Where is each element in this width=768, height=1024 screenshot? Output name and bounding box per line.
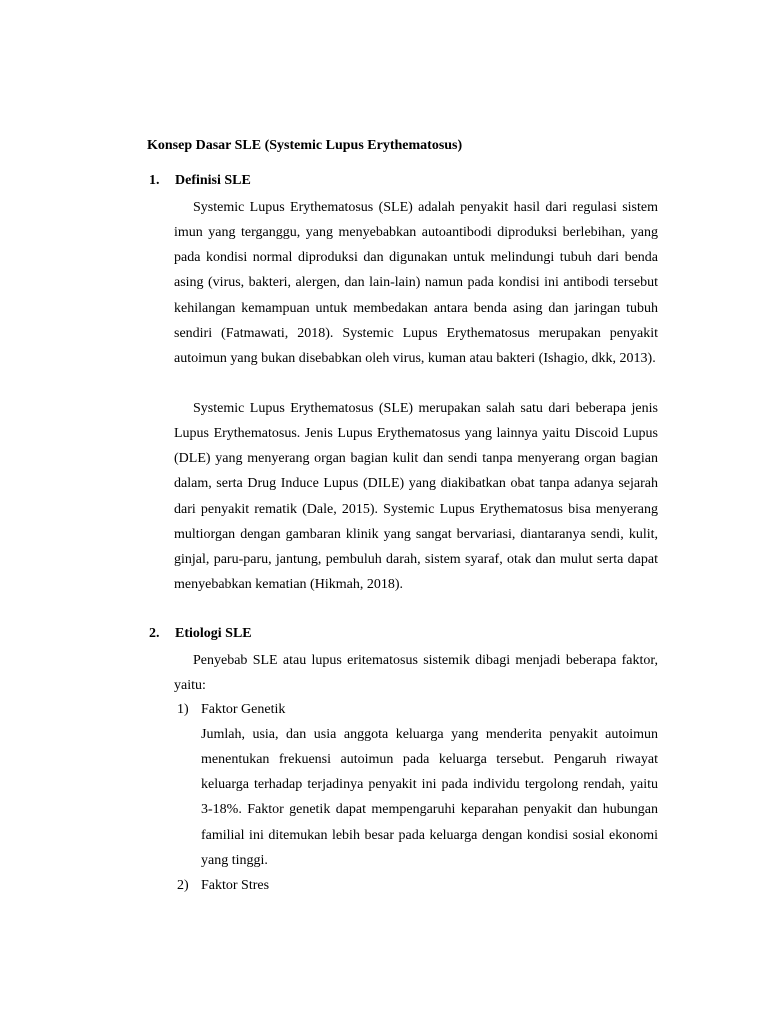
paragraph-etiologi-1: Penyebab SLE atau lupus eritematosus sistemik dibagi menjadi beberapa faktor, yaitu: [174, 653, 658, 694]
subitem-heading: Faktor Stres [201, 878, 270, 893]
section-number: 2. [149, 626, 160, 641]
section-number: 1. [149, 173, 160, 188]
paragraph-faktor-genetik: Jumlah, usia, dan usia anggota keluarga yang menderita penyakit autoimun menentukan frekuensi autoimun pada keluarga tersebut. Pengaruh riwayat keluarga terhadap terjadinya penyakit ini pada individu tergolong rendah, yaitu 3-18%. Faktor genetik dapat mempengaruhi keparahan penyakit dan hubungan familial ini ditemukan lebih besar pada keluarga dengan kondisi sosial ekonomi yang tinggi. [201, 727, 658, 868]
section-heading-text: Definisi SLE [175, 173, 251, 188]
subitem-heading: Faktor Genetik [201, 702, 286, 717]
paragraph-definisi-1: Systemic Lupus Erythematosus (SLE) adalah penyakit hasil dari regulasi sistem imun yang terganggu, yang menyebabkan autoantibodi diproduksi berlebihan, yang pada kondisi normal diproduksi dan digunakan untuk melindungi tubuh dari benda asing (virus, bakteri, alergen, dan lain-lain) namun pada kondisi ini antibodi tersebut kehilangan kemampuan untuk membedakan antara benda asing dan jaringan tubuh sendiri (Fatmawati, 2018). Systemic Lupus Erythematosus merupakan penyakit autoimun yang bukan disebabkan oleh virus, kuman atau bakteri (Ishagio, dkk, 2013). [174, 200, 658, 366]
section-heading-text: Etiologi SLE [175, 626, 252, 641]
subitem-number: 1) [177, 702, 189, 717]
document-title: Konsep Dasar SLE (Systemic Lupus Erythematosus) [147, 138, 463, 153]
paragraph-definisi-2: Systemic Lupus Erythematosus (SLE) merupakan salah satu dari beberapa jenis Lupus Erythematosus. Jenis Lupus Erythematosus yang lainnya yaitu Discoid Lupus (DLE) yang menyerang organ bagian kulit dan sendi tanpa menyerang organ bagian dalam, serta Drug Induce Lupus (DILE) yang diakibatkan obat tanpa adanya sejarah dari penyakit rematik (Dale, 2015). Systemic Lupus Erythematosus bisa menyerang multiorgan dengan gambaran klinik yang sangat bervariasi, diantaranya sendi, kulit, ginjal, paru-paru, jantung, pembuluh darah, sistem syaraf, otak dan mulut serta dapat menyebabkan kematian (Hikmah, 2018). [174, 401, 658, 593]
subitem-number: 2) [177, 878, 189, 893]
